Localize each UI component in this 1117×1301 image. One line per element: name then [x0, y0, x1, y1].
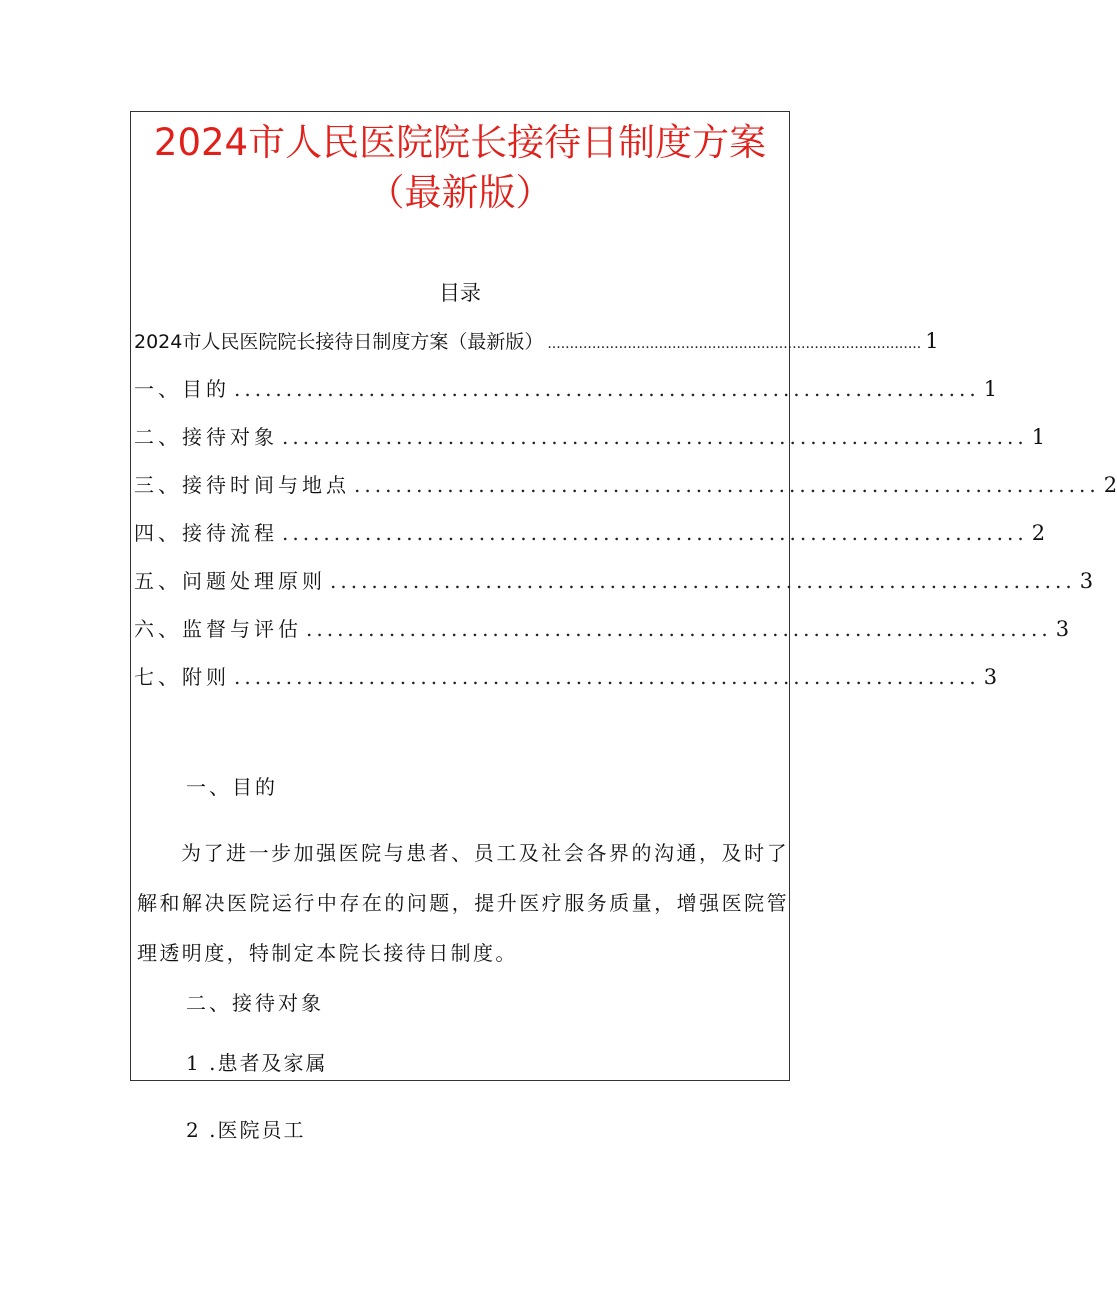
toc-entry[interactable]: [134, 566, 1094, 596]
toc-entry-page: 2: [1031, 521, 1046, 545]
list-item: 1 .患者及家属: [186, 1051, 328, 1075]
toc-entry-label: 一、目的: [134, 377, 230, 401]
toc-leader: ........................................................................: [354, 473, 1100, 497]
list-item: 2 .医院员工: [186, 1118, 306, 1142]
toc-entry-label: 二、接待对象: [134, 425, 278, 449]
toc-entry[interactable]: [134, 374, 998, 404]
toc-entry-label: 2024市人民医院院长接待日制度方案（最新版）: [134, 331, 544, 353]
toc-entry-page: 3: [1079, 569, 1094, 593]
toc-leader: ........................................................................: [282, 425, 1028, 449]
toc-entry-label: 七、附则: [134, 665, 230, 689]
section-heading: 二、接待对象: [186, 991, 324, 1015]
toc-entry[interactable]: [134, 662, 998, 692]
toc-entry-label: 五、问题处理原则: [134, 569, 326, 593]
toc-entry-page: 1: [983, 377, 998, 401]
toc-leader: ........................................................................: [282, 521, 1028, 545]
toc-leader: ........................................................................: [306, 617, 1052, 641]
toc-leader: ....................................................................................: [547, 336, 922, 352]
section-heading: 一、目的: [186, 775, 278, 799]
toc-heading: 目录: [439, 281, 481, 305]
toc-entry-label: 三、接待时间与地点: [134, 473, 350, 497]
toc-entry[interactable]: [134, 326, 939, 356]
toc-entry[interactable]: [134, 614, 1070, 644]
document-title-edition: （最新版）: [367, 171, 553, 214]
toc-leader: ........................................................................: [234, 665, 980, 689]
toc-entry-label: 四、接待流程: [134, 521, 278, 545]
toc-leader: ........................................................................: [234, 377, 980, 401]
toc-entry-page: 3: [1055, 617, 1070, 641]
toc-entry[interactable]: [134, 518, 1046, 548]
document-title: 2024市人民医院院长接待日制度方案: [153, 121, 767, 164]
toc-entry-page: 3: [983, 665, 998, 689]
toc-entry-page: 1: [1031, 425, 1046, 449]
section-body: 为了进一步加强医院与患者、员工及社会各界的沟通，及时了解和解决医院运行中存在的问题，提升医疗服务质量，增强医院管理透明度，特制定本院长接待日制度。: [137, 841, 789, 965]
toc-leader: ........................................................................: [330, 569, 1076, 593]
toc-entry[interactable]: [134, 422, 1046, 452]
toc-entry-page: 1: [925, 329, 939, 353]
toc-entry-page: 2: [1103, 473, 1117, 497]
toc-entry-label: 六、监督与评估: [134, 617, 302, 641]
toc-entry[interactable]: [134, 470, 1117, 500]
